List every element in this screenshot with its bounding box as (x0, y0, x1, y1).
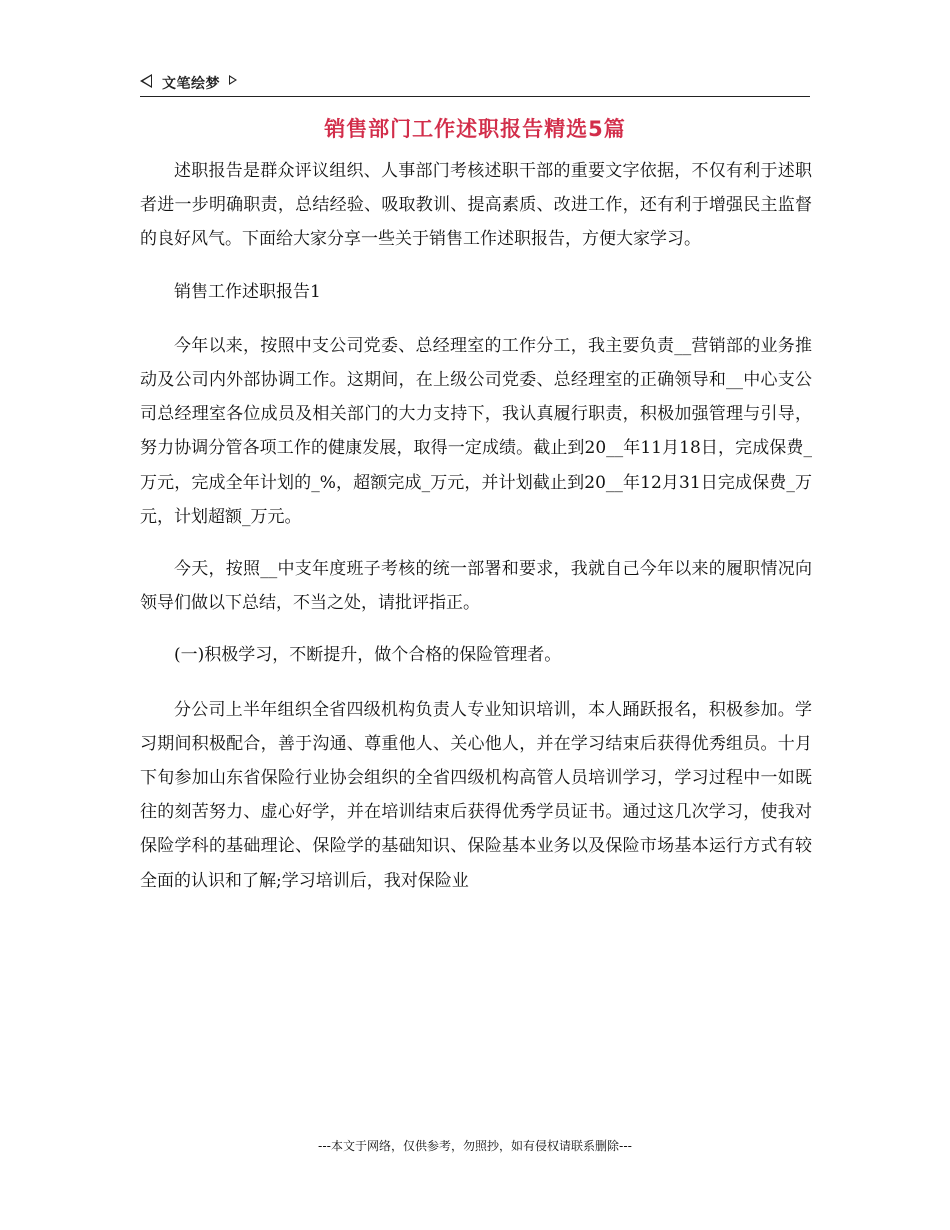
intro-paragraph: 述职报告是群众评议组织、人事部门考核述职干部的重要文字依据，不仅有利于述职者进一步明确职责，总结经验、吸取教训、提高素质、改进工作，还有利于增强民主监督的良好风气。下面给大家分享一些关于销售工作述职报告，方便大家学习。 (140, 161, 812, 250)
section-heading: 销售工作述职报告1 (174, 281, 321, 302)
brand-name: 文笔绘梦 (162, 76, 220, 92)
body-paragraph: 分公司上半年组织全省四级机构负责人专业知识培训，本人踊跃报名，积极参加。学习期间积极配合，善于沟通、尊重他人、关心他人，并在学习结束后获得优秀组员。十月下旬参加山东省保险行业协会组织的全省四级机构高管人员培训学习，学习过程中一如既往的刻苦努力、虚心好学，并在培训结束后获得优秀学员证书。通过这几次学习，使我对保险学科的基础理论、保险学的基础知识、保险基本业务以及保险市场基本运行方式有较全面的认识和了解;学习培训后，我对保险业 (140, 699, 812, 891)
subsection-heading: (一)积极学习，不断提升，做个合格的保险管理者。 (174, 645, 562, 666)
document-title: 销售部门工作述职报告精选5篇 (324, 117, 626, 141)
footer-disclaimer: ---本文于网络，仅供参考，勿照抄，如有侵权请联系删除--- (318, 1139, 632, 1153)
right-triangle-icon (229, 75, 237, 85)
body-paragraph: 今天，按照__中支年度班子考核的统一部署和要求，我就自己今年以来的履职情况向领导们做以下总结，不当之处，请批评指正。 (140, 559, 812, 614)
left-triangle-icon (140, 74, 152, 88)
page-header (140, 70, 810, 97)
body-paragraph: 今年以来，按照中支公司党委、总经理室的工作分工，我主要负责__营销部的业务推动及公司内外部协调工作。这期间，在上级公司党委、总经理室的正确领导和__中心支公司总经理室各位成员及相关部门的大力支持下，我认真履行职责，积极加强管理与引导，努力协调分管各项工作的健康发展，取得一定成绩。截止到20__年11月18日，完成保费_万元，完成全年计划的_%，超额完成_万元，并计划截止到20__年12月31日完成保费_万元，计划超额_万元。 (140, 335, 812, 527)
document-body (140, 154, 812, 916)
